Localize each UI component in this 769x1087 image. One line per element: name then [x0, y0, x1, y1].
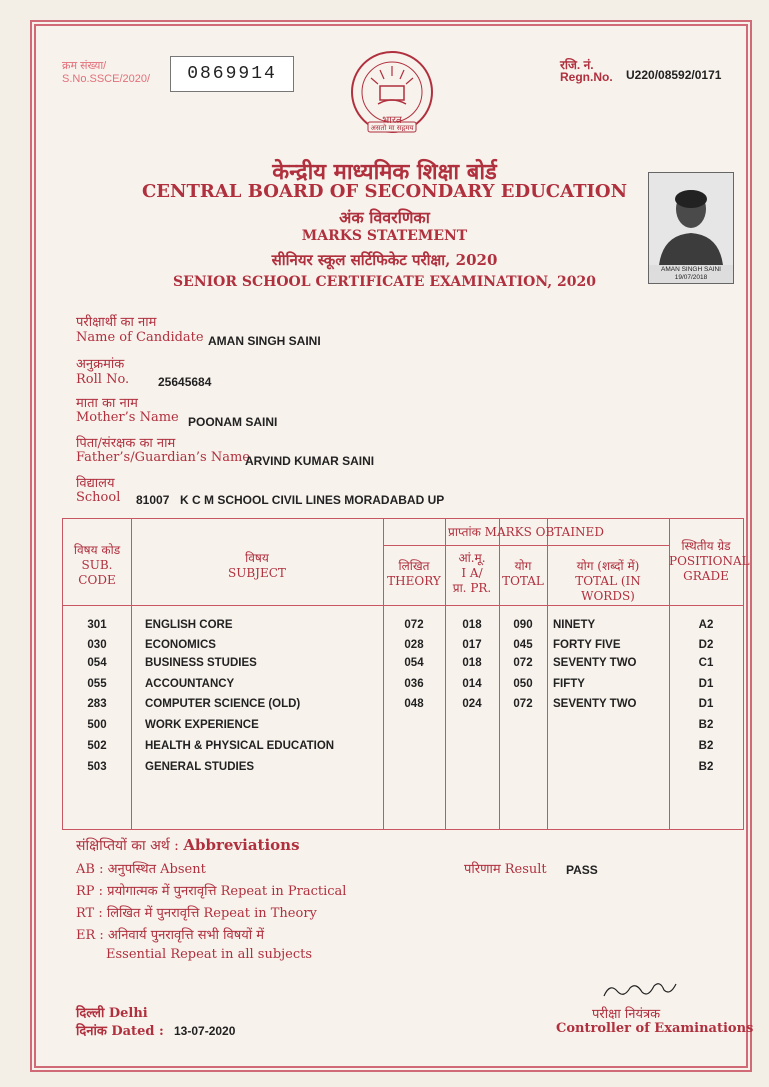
cell-words: SEVENTY TWO — [553, 657, 637, 669]
th-grade-en2: GRADE — [683, 569, 729, 583]
mother-label-en: Mother’s Name — [76, 410, 179, 425]
candidate-name: AMAN SINGH SAINI — [208, 334, 321, 348]
abbr-heading-en: Abbreviations — [183, 836, 300, 854]
th-total-en: TOTAL — [502, 574, 544, 588]
th-words-hi: योग (शब्दों में) — [576, 559, 640, 573]
abbr-rp: RP : प्रयोगात्मक में पुनरावृत्ति Repeat in Practical — [76, 884, 347, 899]
board-title-hindi: केन्द्रीय माध्यमिक शिक्षा बोर्ड — [272, 159, 497, 185]
abbr-ab: AB : अनुपस्थित Absent — [76, 862, 206, 877]
cell-subject: ECONOMICS — [145, 639, 216, 651]
abbr-er: ER : अनिवार्य पुनरावृत्ति सभी विषयों में — [76, 928, 265, 943]
emblem-motto: असतो मा सद्गमय — [370, 124, 414, 132]
abbr-heading-hi: संक्षिप्तियों का अर्थ : — [76, 838, 179, 854]
school-code: 81007 — [136, 493, 170, 507]
roll-number: 25645684 — [158, 375, 212, 389]
date-label: दिनांक Dated : — [76, 1024, 164, 1039]
cell-grade: D2 — [698, 639, 714, 651]
school-label-hi: विद्यालय — [76, 476, 115, 491]
cell-words: SEVENTY TWO — [553, 698, 637, 710]
place: दिल्ली Delhi — [76, 1006, 148, 1021]
cell-subject: COMPUTER SCIENCE (OLD) — [145, 698, 301, 710]
cell-total: 072 — [513, 698, 533, 710]
th-ia-hi: आं.मू. — [458, 551, 486, 565]
board-title-english: CENTRAL BOARD OF SECONDARY EDUCATION — [141, 181, 628, 202]
photo-caption-date: 19/07/2018 — [674, 274, 708, 281]
th-code-en2: CODE — [78, 573, 116, 587]
marks-table — [62, 518, 750, 830]
th-theory-hi: लिखित — [398, 559, 430, 573]
cell-code: 030 — [87, 639, 107, 651]
th-grade-hi: स्थितीय ग्रेड — [681, 539, 731, 553]
cell-subject: HEALTH & PHYSICAL EDUCATION — [145, 740, 335, 752]
cell-ia: 014 — [462, 678, 482, 690]
cell-theory: 072 — [404, 619, 424, 631]
th-code-en1: SUB. — [81, 558, 113, 572]
father-label-hi: पिता/संरक्षक का नाम — [76, 436, 176, 451]
th-ia-en: I A/ — [461, 566, 483, 580]
th-total-hi: योग — [514, 559, 532, 573]
name-label-hi: परीक्षार्थी का नाम — [76, 315, 157, 330]
statement-title-hindi: अंक विवरणिका — [339, 208, 430, 227]
cell-words: FIFTY — [553, 678, 585, 690]
cell-words: FORTY FIVE — [553, 639, 621, 651]
cell-subject: WORK EXPERIENCE — [145, 719, 259, 731]
cell-subject: BUSINESS STUDIES — [145, 657, 257, 669]
cell-subject: GENERAL STUDIES — [145, 761, 255, 773]
cell-grade: A2 — [698, 619, 714, 631]
cell-code: 502 — [87, 740, 107, 752]
controller-signature-icon — [600, 978, 680, 1002]
abbr-rt: RT : लिखित में पुनरावृत्ति Repeat in Theory — [76, 906, 317, 921]
cell-ia: 017 — [462, 639, 482, 651]
roll-label-hi: अनुक्रमांक — [76, 357, 125, 372]
mother-name: POONAM SAINI — [188, 415, 278, 429]
father-label-en: Father’s/Guardian’s Name — [76, 450, 250, 465]
cell-ia: 024 — [462, 698, 482, 710]
cell-subject: ACCOUNTANCY — [145, 678, 235, 690]
regn-label-hi: रजि. नं. — [560, 58, 594, 72]
cell-total: 090 — [513, 619, 533, 631]
cell-code: 301 — [87, 619, 107, 631]
cell-grade: C1 — [698, 657, 714, 669]
candidate-photo — [648, 172, 734, 284]
th-code-hi: विषय कोड — [73, 543, 121, 557]
regn-number: U220/08592/0171 — [626, 68, 722, 82]
result-label: परिणाम Result — [464, 862, 547, 877]
regn-label-en: Regn.No. — [560, 70, 613, 84]
abbr-er2: Essential Repeat in all subjects — [106, 947, 313, 962]
serial-number: 0869914 — [170, 56, 294, 92]
statement-title-english: MARKS STATEMENT — [301, 228, 468, 244]
cell-total: 045 — [513, 639, 533, 651]
issue-date: 13-07-2020 — [174, 1024, 236, 1038]
roll-label-en: Roll No. — [76, 372, 130, 387]
cell-total: 072 — [513, 657, 533, 669]
cell-code: 503 — [87, 761, 107, 773]
school-name: K C M SCHOOL CIVIL LINES MORADABAD UP — [180, 493, 445, 507]
cell-theory: 036 — [404, 678, 424, 690]
result-value: PASS — [566, 863, 598, 877]
photo-caption-name: AMAN SINGH SAINI — [661, 266, 721, 273]
emblem-country: भारत — [382, 115, 402, 126]
th-theory-en: THEORY — [387, 574, 441, 588]
serial-label-en: S.No.SSCE/2020/ — [62, 73, 151, 85]
cell-code: 055 — [87, 678, 107, 690]
th-marks-group: प्राप्तांक MARKS OBTAINED — [448, 525, 604, 539]
serial-label-hi: क्रम संख्या/ — [62, 60, 107, 72]
cell-grade: D1 — [698, 698, 714, 710]
cell-grade: D1 — [698, 678, 714, 690]
exam-title-english: SENIOR SCHOOL CERTIFICATE EXAMINATION, 2020 — [173, 274, 596, 290]
cell-total: 050 — [513, 678, 533, 690]
abbr-heading — [76, 836, 300, 855]
cell-theory: 054 — [404, 657, 424, 669]
th-subject-en: SUBJECT — [228, 566, 286, 580]
cell-ia: 018 — [462, 657, 482, 669]
cell-grade: B2 — [698, 761, 714, 773]
cell-code: 500 — [87, 719, 107, 731]
cell-theory: 028 — [404, 639, 424, 651]
cell-code: 283 — [87, 698, 107, 710]
cell-grade: B2 — [698, 719, 714, 731]
candidate-portrait-icon — [649, 173, 733, 265]
cell-words: NINETY — [553, 619, 596, 631]
serial-label — [62, 60, 150, 86]
exam-title-hindi: सीनियर स्कूल सर्टिफिकेट परीक्षा, 2020 — [271, 251, 498, 269]
th-subject-hi: विषय — [245, 551, 269, 565]
cell-subject: ENGLISH CORE — [145, 619, 233, 631]
mother-label-hi: माता का नाम — [76, 396, 138, 411]
controller-en: Controller of Examinations — [556, 1021, 754, 1036]
father-name: ARVIND KUMAR SAINI — [245, 454, 375, 468]
cell-ia: 018 — [462, 619, 482, 631]
cell-code: 054 — [87, 657, 107, 669]
th-words-en: TOTAL (IN WORDS) — [575, 574, 641, 603]
controller-hi: परीक्षा नियंत्रक — [592, 1007, 661, 1022]
name-label-en: Name of Candidate — [76, 330, 204, 345]
cell-grade: B2 — [698, 740, 714, 752]
cell-theory: 048 — [404, 698, 424, 710]
th-ia-hi2: प्रा. PR. — [452, 581, 492, 595]
school-label-en: School — [76, 490, 121, 505]
th-grade-en1: POSITIONAL — [669, 554, 750, 568]
